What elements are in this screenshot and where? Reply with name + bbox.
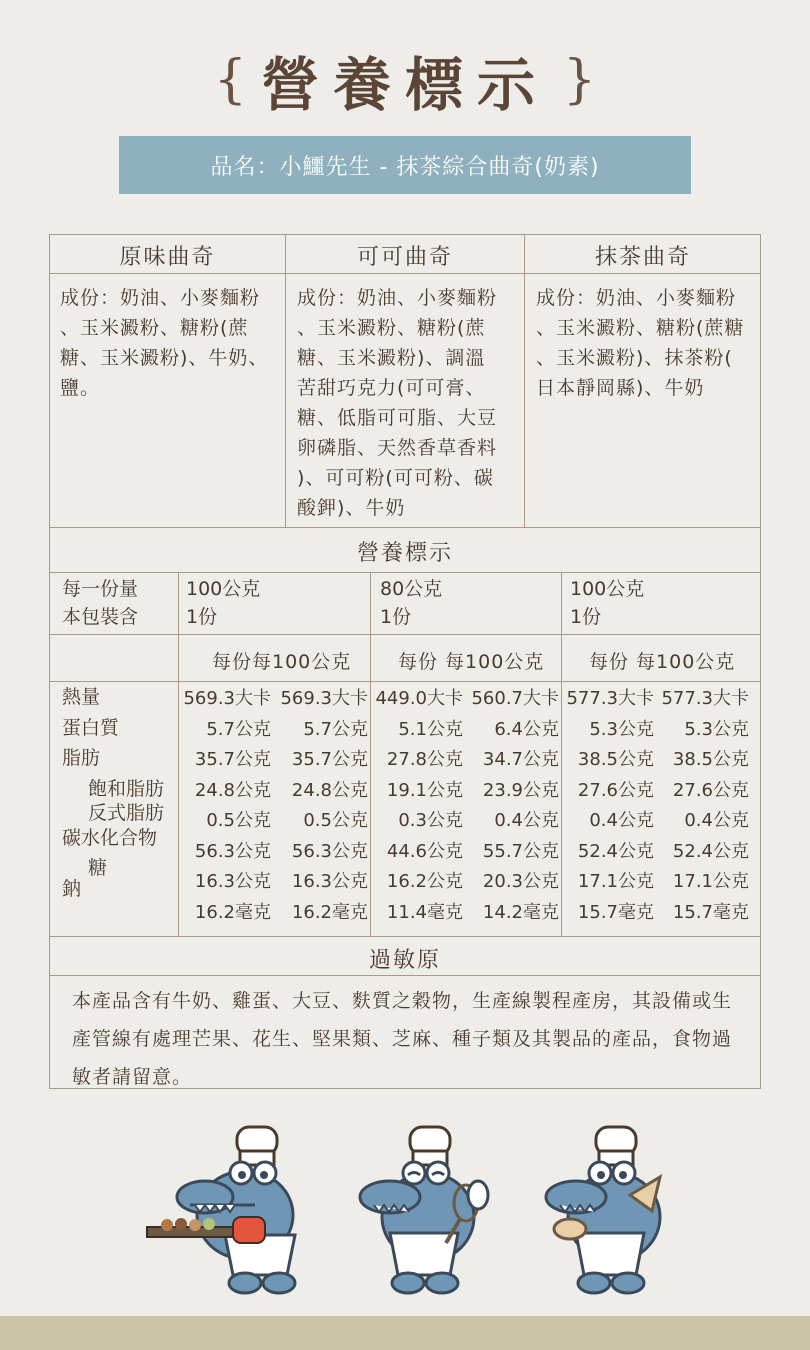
title-close-brace: } xyxy=(563,50,597,110)
value-cell: 0.4公克 xyxy=(589,810,654,831)
value-cell: 0.5公克 xyxy=(206,810,271,831)
serving-count-value: 1份 xyxy=(570,606,602,628)
divider xyxy=(49,572,761,573)
value-cell: 23.9公克 xyxy=(482,779,559,801)
value-cell: 5.3公克 xyxy=(589,718,654,740)
divider xyxy=(285,234,286,527)
value-cell: 5.1公克 xyxy=(398,718,463,740)
value-cell: 56.3公克 xyxy=(291,840,368,862)
value-cell: 15.7毫克 xyxy=(672,901,749,923)
value-cell: 5.7公克 xyxy=(303,718,368,740)
value-cell: 55.7公克 xyxy=(482,840,559,862)
value-cell: 24.8公克 xyxy=(194,779,271,801)
value-cell: 27.8公克 xyxy=(386,749,463,770)
value-cell: 16.2毫克 xyxy=(194,901,271,923)
value-cell: 5.7公克 xyxy=(206,718,271,740)
value-cell: 44.6公克 xyxy=(386,840,463,862)
value-cell: 38.5公克 xyxy=(577,749,654,770)
title-open-brace: { xyxy=(213,50,247,110)
value-cell: 577.3大卡 xyxy=(566,688,654,709)
product-name: 品名：小鱷先生 - 抹茶綜合曲奇(奶素) xyxy=(210,154,600,180)
value-cell: 0.5公克 xyxy=(303,810,368,831)
values-cocoa-per-100g xyxy=(464,684,559,928)
serving-count-value: 1份 xyxy=(186,606,218,628)
value-cell: 16.2毫克 xyxy=(291,901,368,923)
allergen-text: 本產品含有牛奶、雞蛋、大豆、麩質之穀物，生產線製程產房，其設備或生產管線有處理芒果、花生、堅果類、芝麻、種子類及其製品的產品，食物過敏者請留意。 xyxy=(72,990,733,1088)
serving-size-value: 100公克 xyxy=(570,578,645,600)
nutrient-label-fat: 脂肪 xyxy=(62,747,101,769)
value-cell: 15.7毫克 xyxy=(577,901,654,923)
nutrient-label-saturated-fat: 飽和脂肪 xyxy=(88,777,165,800)
divider xyxy=(49,273,761,274)
title-area xyxy=(0,40,810,120)
per-serving-per-100g-header: 每份 每100公克 xyxy=(589,651,736,673)
value-cell: 27.6公克 xyxy=(672,779,749,801)
value-cell: 560.7大卡 xyxy=(471,688,559,709)
divider xyxy=(524,234,525,527)
value-cell: 52.4公克 xyxy=(672,840,749,862)
divider xyxy=(178,572,179,936)
value-cell: 16.3公克 xyxy=(291,871,368,892)
value-cell: 0.4公克 xyxy=(684,810,749,831)
nutrient-label-energy: 熱量 xyxy=(62,686,101,708)
value-cell: 6.4公克 xyxy=(494,718,559,740)
crocodile-chef-whisk-illustration xyxy=(350,1125,500,1295)
crocodile-chef-tray-illustration xyxy=(145,1125,315,1295)
value-cell: 17.1公克 xyxy=(577,871,654,892)
column-header-original: 原味曲奇 xyxy=(119,245,216,270)
value-cell: 14.2毫克 xyxy=(482,901,559,923)
value-cell: 0.3公克 xyxy=(398,810,463,831)
page-title: 營養標示 xyxy=(260,51,549,119)
allergen-heading: 過敏原 xyxy=(368,948,441,973)
values-cocoa-per-serving xyxy=(372,684,463,928)
value-cell: 17.1公克 xyxy=(672,871,749,892)
value-cell: 56.3公克 xyxy=(194,840,271,862)
divider xyxy=(561,572,562,936)
value-cell: 5.3公克 xyxy=(684,718,749,740)
crocodile-chef-piping-bag-illustration xyxy=(540,1125,690,1295)
value-cell: 34.7公克 xyxy=(482,749,559,770)
value-cell: 577.3大卡 xyxy=(661,688,749,709)
divider xyxy=(49,975,761,976)
package-count-label: 本包裝含 xyxy=(62,606,139,628)
serving-size-label: 每一份量 xyxy=(62,578,139,600)
values-original-per-100g xyxy=(272,684,368,928)
value-cell: 449.0大卡 xyxy=(375,688,463,709)
nutrition-heading: 營養標示 xyxy=(356,541,453,566)
nutrient-label-sodium: 鈉 xyxy=(62,877,82,900)
nutrient-label-trans-fat: 反式脂肪 xyxy=(88,802,165,824)
ingredients-original: 成份：奶油、小麥麵粉 、玉米澱粉、糖粉(蔗 糖、玉米澱粉)、牛奶、 鹽。 xyxy=(60,287,269,399)
value-cell: 52.4公克 xyxy=(577,840,654,862)
nutrient-label-protein: 蛋白質 xyxy=(62,716,120,739)
serving-count-value: 1份 xyxy=(380,606,412,628)
value-cell: 20.3公克 xyxy=(482,871,559,892)
divider xyxy=(49,527,761,528)
nutrient-label-carbohydrate: 碳水化合物 xyxy=(62,826,158,849)
value-cell: 11.4毫克 xyxy=(386,901,463,923)
divider xyxy=(370,572,371,936)
value-cell: 19.1公克 xyxy=(386,779,463,801)
nutrient-labels xyxy=(62,682,164,904)
nutrient-label-sugar: 糖 xyxy=(88,857,108,879)
value-cell: 27.6公克 xyxy=(577,779,654,801)
per-serving-per-100g-header: 每份每100公克 xyxy=(212,651,352,673)
value-cell: 35.7公克 xyxy=(291,749,368,770)
ingredients-matcha: 成份：奶油、小麥麵粉 、玉米澱粉、糖粉(蔗糖 、玉米澱粉)、抹茶粉( 日本靜岡縣)、牛奶 xyxy=(536,287,745,399)
serving-size-value: 80公克 xyxy=(380,578,443,600)
values-matcha-per-100g xyxy=(655,684,749,928)
value-cell: 24.8公克 xyxy=(291,779,368,801)
serving-size-value: 100公克 xyxy=(186,578,261,600)
column-header-matcha: 抹茶曲奇 xyxy=(594,245,691,270)
value-cell: 16.3公克 xyxy=(194,871,271,892)
values-matcha-per-serving xyxy=(563,684,654,928)
footer-band xyxy=(0,1316,810,1350)
value-cell: 569.3大卡 xyxy=(183,688,271,709)
values-original-per-serving xyxy=(180,684,271,928)
ingredients-cocoa: 成份：奶油、小麥麵粉 、玉米澱粉、糖粉(蔗 糖、玉米澱粉)、調溫 苦甜巧克力(可可膏、 糖、低脂可可脂、大豆 卵磷脂、天然香草香料 )、可可粉(可可粉、碳 酸鉀)、牛奶 xyxy=(297,287,498,519)
value-cell: 0.4公克 xyxy=(494,810,559,831)
divider xyxy=(49,936,761,937)
per-serving-per-100g-header: 每份 每100公克 xyxy=(398,651,545,673)
divider xyxy=(49,634,761,635)
value-cell: 569.3大卡 xyxy=(280,688,368,709)
column-header-cocoa: 可可曲奇 xyxy=(356,245,453,270)
value-cell: 16.2公克 xyxy=(386,871,463,892)
value-cell: 35.7公克 xyxy=(194,749,271,770)
product-name-bar xyxy=(119,136,691,194)
value-cell: 38.5公克 xyxy=(672,749,749,770)
